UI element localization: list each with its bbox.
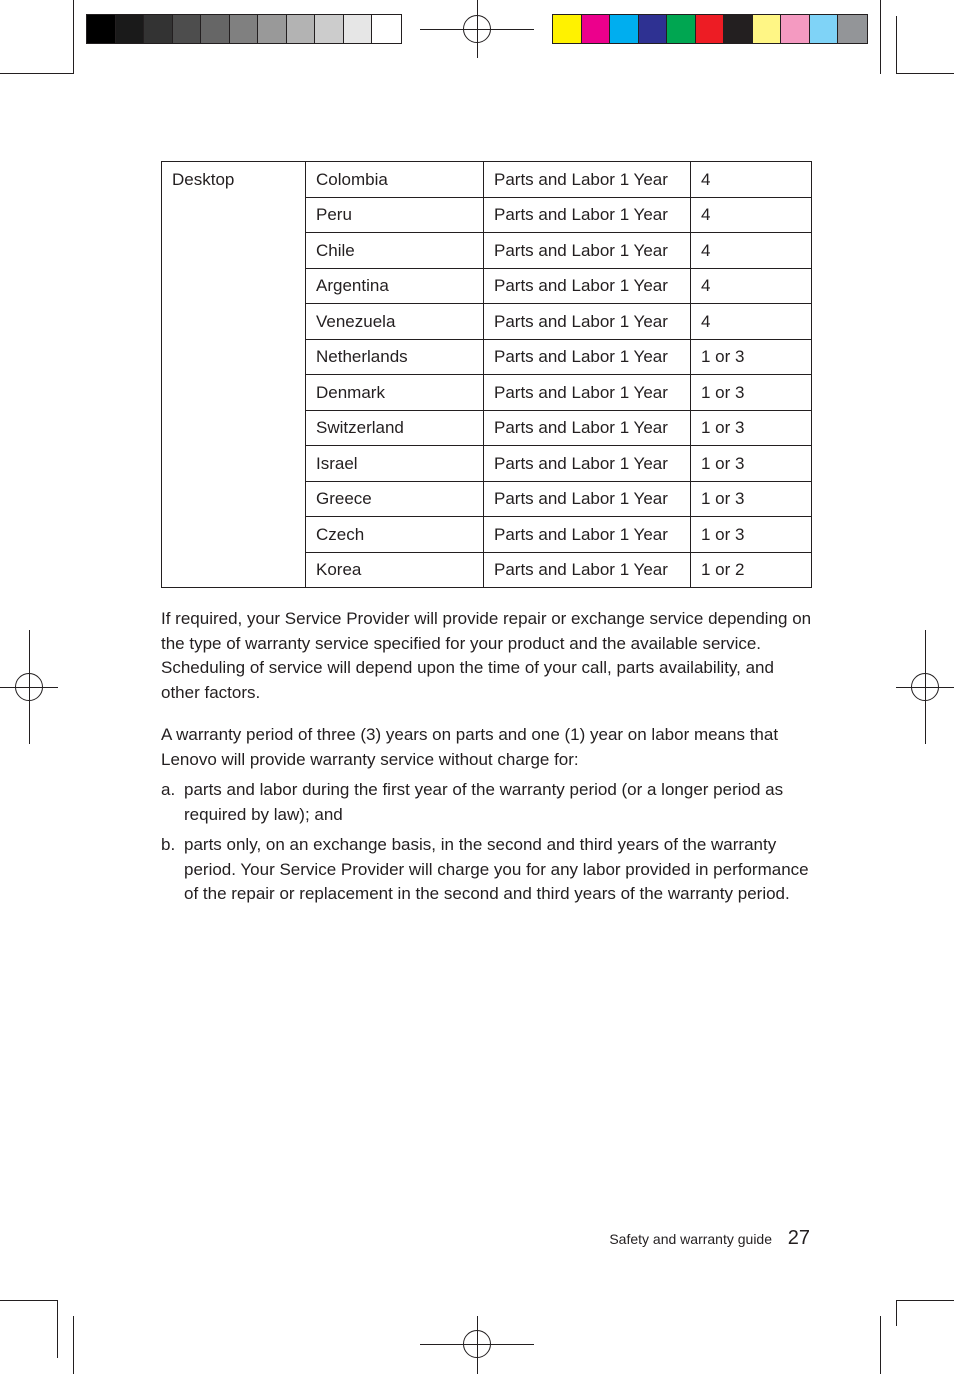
country-cell: Chile — [306, 233, 484, 269]
crop-mark — [896, 1300, 954, 1301]
service-cell: Parts and Labor 1 Year — [484, 446, 691, 482]
crop-mark — [896, 16, 897, 74]
color-swatch — [810, 15, 839, 43]
service-type-cell: 1 or 2 — [691, 552, 812, 588]
service-type-cell: 1 or 3 — [691, 339, 812, 375]
country-cell: Denmark — [306, 375, 484, 411]
gray-swatch — [344, 15, 373, 43]
crop-mark — [880, 0, 881, 74]
service-cell: Parts and Labor 1 Year — [484, 375, 691, 411]
grayscale-calibration-bar — [86, 14, 402, 44]
gray-swatch — [144, 15, 173, 43]
service-cell: Parts and Labor 1 Year — [484, 481, 691, 517]
country-cell: Greece — [306, 481, 484, 517]
color-swatch — [753, 15, 782, 43]
service-description-paragraph: If required, your Service Provider will provide repair or exchange service depending on the type of warranty service specified for your product and the available service. Scheduling of service will depend upon the time of your call, parts availability, and other factors. — [161, 609, 812, 702]
color-swatch — [838, 15, 867, 43]
service-cell: Parts and Labor 1 Year — [484, 233, 691, 269]
footer-guide-title: Safety and warranty guide — [609, 1231, 772, 1247]
service-type-cell: 1 or 3 — [691, 375, 812, 411]
list-item — [161, 833, 813, 907]
gray-swatch — [116, 15, 145, 43]
list-item — [161, 778, 813, 827]
service-type-cell: 4 — [691, 233, 812, 269]
color-swatch — [781, 15, 810, 43]
color-swatch — [639, 15, 668, 43]
service-type-cell: 1 or 3 — [691, 446, 812, 482]
page-number: 27 — [787, 1227, 810, 1249]
warranty-period-paragraph: A warranty period of three (3) years on parts and one (1) year on labor means that Lenovo will provide warranty service without charge for: — [161, 725, 779, 769]
service-cell: Parts and Labor 1 Year — [484, 552, 691, 588]
crop-mark — [896, 73, 954, 74]
service-cell: Parts and Labor 1 Year — [484, 410, 691, 446]
service-cell: Parts and Labor 1 Year — [484, 304, 691, 340]
color-swatch — [696, 15, 725, 43]
color-swatch — [724, 15, 753, 43]
service-cell: Parts and Labor 1 Year — [484, 268, 691, 304]
country-cell: Argentina — [306, 268, 484, 304]
service-cell: Parts and Labor 1 Year — [484, 197, 691, 233]
service-cell: Parts and Labor 1 Year — [484, 517, 691, 553]
service-cell: Parts and Labor 1 Year — [484, 162, 691, 198]
country-cell: Netherlands — [306, 339, 484, 375]
warranty-service-table — [161, 161, 812, 588]
crop-mark — [0, 73, 74, 74]
product-type-cell: Desktop — [162, 162, 306, 588]
service-type-cell: 1 or 3 — [691, 517, 812, 553]
table-row — [162, 162, 812, 198]
service-type-cell: 4 — [691, 162, 812, 198]
gray-swatch — [230, 15, 259, 43]
list-marker: a. — [161, 780, 176, 799]
crop-mark — [73, 1316, 74, 1374]
color-swatch — [610, 15, 639, 43]
color-calibration-bar — [552, 14, 868, 44]
country-cell: Korea — [306, 552, 484, 588]
country-cell: Venezuela — [306, 304, 484, 340]
service-type-cell: 4 — [691, 268, 812, 304]
gray-swatch — [372, 15, 401, 43]
color-swatch — [582, 15, 611, 43]
gray-swatch — [87, 15, 116, 43]
list-item-text: parts and labor during the first year of the warranty period (or a longer period as required by law); and — [184, 780, 784, 824]
crop-mark — [0, 1300, 58, 1301]
gray-swatch — [315, 15, 344, 43]
list-marker: b. — [161, 835, 176, 854]
color-swatch — [553, 15, 582, 43]
service-type-cell: 4 — [691, 304, 812, 340]
country-cell: Israel — [306, 446, 484, 482]
gray-swatch — [287, 15, 316, 43]
gray-swatch — [258, 15, 287, 43]
country-cell: Switzerland — [306, 410, 484, 446]
country-cell: Peru — [306, 197, 484, 233]
crop-mark — [880, 1316, 881, 1374]
gray-swatch — [201, 15, 230, 43]
crop-mark — [73, 0, 74, 74]
service-type-cell: 4 — [691, 197, 812, 233]
service-cell: Parts and Labor 1 Year — [484, 339, 691, 375]
service-type-cell: 1 or 3 — [691, 410, 812, 446]
crop-mark — [896, 1300, 897, 1326]
crop-mark — [57, 1300, 58, 1358]
service-type-cell: 1 or 3 — [691, 481, 812, 517]
color-swatch — [667, 15, 696, 43]
country-cell: Colombia — [306, 162, 484, 198]
gray-swatch — [173, 15, 202, 43]
country-cell: Czech — [306, 517, 484, 553]
list-item-text: parts only, on an exchange basis, in the second and third years of the warranty period. Your Service Provider will charge you for any labor provided in performance of the repair or replacement in the second and third years of the warranty period. — [184, 835, 809, 904]
